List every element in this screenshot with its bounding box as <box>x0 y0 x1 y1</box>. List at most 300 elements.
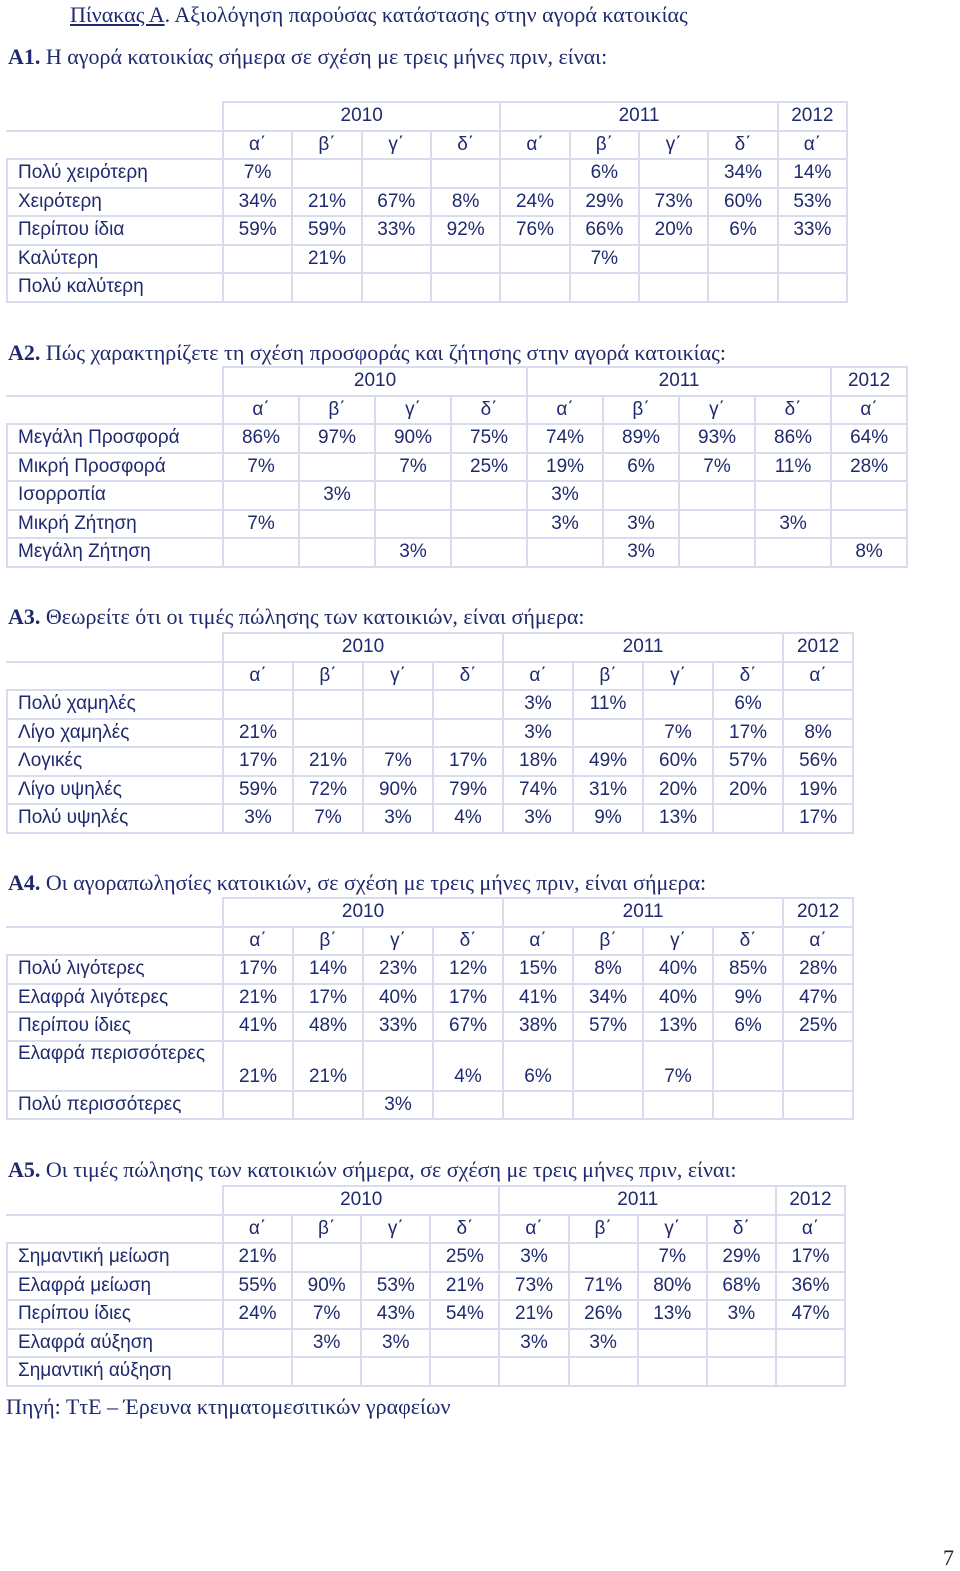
value-cell <box>223 245 292 274</box>
value-cell: 79% <box>433 776 503 805</box>
value-cell <box>451 538 527 567</box>
table-row <box>7 510 907 539</box>
quarter-header: β΄ <box>293 662 363 691</box>
value-cell <box>778 245 847 274</box>
value-cell: 76% <box>500 216 569 245</box>
value-cell: 73% <box>499 1272 568 1301</box>
value-cell: 74% <box>527 424 603 453</box>
value-cell: 14% <box>778 159 847 188</box>
row-label: Σημαντική μείωση <box>7 1243 223 1272</box>
value-cell: 7% <box>363 747 433 776</box>
year-header: 2011 <box>503 633 783 662</box>
value-cell: 7% <box>570 245 639 274</box>
value-cell: 36% <box>776 1272 845 1301</box>
value-cell: 17% <box>713 719 783 748</box>
value-cell: 89% <box>603 424 679 453</box>
value-cell <box>293 719 363 748</box>
value-cell <box>570 273 639 302</box>
row-label: Ελαφρά μείωση <box>7 1272 223 1301</box>
value-cell: 6% <box>503 1041 573 1091</box>
value-cell: 19% <box>783 776 853 805</box>
question-title-a4: Α4. Οι αγοραπωλησίες κατοικιών, σε σχέση με τρεις μήνες πριν, είναι σήμερα: <box>8 870 707 895</box>
value-cell: 54% <box>430 1300 499 1329</box>
value-cell: 3% <box>503 690 573 719</box>
value-cell <box>776 1357 845 1386</box>
value-cell: 6% <box>713 690 783 719</box>
value-cell: 49% <box>573 747 643 776</box>
value-cell: 86% <box>755 424 831 453</box>
year-header-row <box>7 1186 845 1215</box>
value-cell: 4% <box>433 804 503 833</box>
value-cell: 20% <box>643 776 713 805</box>
question-title-a1: Α1. Η αγορά κατοικίας σήμερα σε σχέση με τρεις μήνες πριν, είναι: <box>8 44 608 69</box>
table-row <box>7 1272 845 1301</box>
value-cell <box>375 481 451 510</box>
value-cell <box>451 510 527 539</box>
quarter-header: δ΄ <box>433 927 503 956</box>
value-cell <box>503 1091 573 1120</box>
value-cell: 20% <box>713 776 783 805</box>
quarter-header: δ΄ <box>713 662 783 691</box>
value-cell <box>527 538 603 567</box>
page-title-text: . Αξιολόγηση παρούσας κατάστασης στην αγορά κατοικίας <box>164 2 688 27</box>
value-cell <box>783 690 853 719</box>
value-cell: 7% <box>375 453 451 482</box>
value-cell: 28% <box>783 955 853 984</box>
value-cell: 7% <box>643 719 713 748</box>
table-row <box>7 159 847 188</box>
year-header: 2010 <box>223 1186 499 1215</box>
value-cell: 86% <box>223 424 299 453</box>
value-cell <box>223 1357 292 1386</box>
value-cell <box>430 1329 499 1358</box>
value-cell: 14% <box>293 955 363 984</box>
corner-cell <box>7 1215 223 1244</box>
row-label: Μεγάλη Προσφορά <box>7 424 223 453</box>
corner-cell <box>7 927 223 956</box>
value-cell: 97% <box>299 424 375 453</box>
corner-cell <box>7 898 223 927</box>
quarter-header: α΄ <box>783 662 853 691</box>
value-cell: 21% <box>223 1243 292 1272</box>
value-cell: 17% <box>783 804 853 833</box>
value-cell: 80% <box>638 1272 707 1301</box>
question-title-a5: Α5. Οι τιμές πώλησης των κατοικιών σήμερα, σε σχέση με τρεις μήνες πριν, είναι: <box>8 1157 737 1182</box>
year-header: 2012 <box>783 633 853 662</box>
year-header-row <box>7 633 853 662</box>
quarter-header: α΄ <box>527 396 603 425</box>
value-cell: 8% <box>783 719 853 748</box>
value-cell: 3% <box>707 1300 776 1329</box>
page-title-label: Πίνακας Α <box>70 2 165 27</box>
value-cell <box>603 481 679 510</box>
value-cell: 17% <box>293 984 363 1013</box>
value-cell: 3% <box>499 1329 568 1358</box>
value-cell: 55% <box>223 1272 292 1301</box>
quarter-header: α΄ <box>778 131 847 160</box>
value-cell: 25% <box>783 1012 853 1041</box>
value-cell: 31% <box>573 776 643 805</box>
year-header-row <box>7 102 847 131</box>
quarter-header: γ΄ <box>638 1215 707 1244</box>
row-label: Περίπου ίδια <box>7 216 223 245</box>
quarter-header-row <box>7 1215 845 1244</box>
value-cell <box>713 1041 783 1091</box>
row-label: Πολύ υψηλές <box>7 804 223 833</box>
quarter-header: γ΄ <box>361 1215 430 1244</box>
value-cell <box>778 273 847 302</box>
row-label: Ελαφρά λιγότερες <box>7 984 223 1013</box>
value-cell: 53% <box>361 1272 430 1301</box>
value-cell <box>433 1091 503 1120</box>
value-cell: 13% <box>643 1012 713 1041</box>
value-cell <box>569 1243 638 1272</box>
value-cell <box>362 273 431 302</box>
value-cell: 17% <box>776 1243 845 1272</box>
value-cell: 3% <box>603 510 679 539</box>
quarter-header: α΄ <box>499 1215 568 1244</box>
table-row <box>7 245 847 274</box>
value-cell: 7% <box>638 1243 707 1272</box>
value-cell <box>713 804 783 833</box>
row-label: Περίπου ίδιες <box>7 1012 223 1041</box>
value-cell <box>362 159 431 188</box>
value-cell: 8% <box>831 538 907 567</box>
value-cell <box>783 1091 853 1120</box>
year-header: 2010 <box>223 898 503 927</box>
value-cell <box>639 159 708 188</box>
value-cell: 21% <box>293 747 363 776</box>
value-cell <box>755 538 831 567</box>
table-row <box>7 1041 853 1091</box>
table-row <box>7 1329 845 1358</box>
value-cell <box>223 273 292 302</box>
value-cell: 3% <box>363 804 433 833</box>
question-title-a2: Α2. Πώς χαρακτηρίζετε τη σχέση προσφοράς και ζήτησης στην αγορά κατοικίας: <box>8 340 726 365</box>
value-cell: 13% <box>638 1300 707 1329</box>
year-header: 2012 <box>776 1186 845 1215</box>
year-header: 2012 <box>783 898 853 927</box>
row-label: Πολύ χειρότερη <box>7 159 223 188</box>
row-label: Πολύ χαμηλές <box>7 690 223 719</box>
value-cell <box>363 1041 433 1091</box>
quarter-header: β΄ <box>292 131 361 160</box>
value-cell <box>451 481 527 510</box>
row-label: Λογικές <box>7 747 223 776</box>
value-cell <box>499 1357 568 1386</box>
value-cell: 33% <box>778 216 847 245</box>
value-cell: 25% <box>451 453 527 482</box>
value-cell: 40% <box>643 984 713 1013</box>
value-cell: 25% <box>430 1243 499 1272</box>
quarter-header: α΄ <box>223 396 299 425</box>
table-row <box>7 453 907 482</box>
value-cell <box>363 719 433 748</box>
value-cell <box>500 159 569 188</box>
value-cell <box>755 481 831 510</box>
corner-cell <box>7 662 223 691</box>
quarter-header: γ΄ <box>643 662 713 691</box>
value-cell: 7% <box>293 804 363 833</box>
value-cell: 9% <box>713 984 783 1013</box>
value-cell: 40% <box>363 984 433 1013</box>
row-label: Ελαφρά αύξηση <box>7 1329 223 1358</box>
quarter-header: γ΄ <box>363 927 433 956</box>
corner-cell <box>7 131 223 160</box>
table-row <box>7 984 853 1013</box>
value-cell: 26% <box>569 1300 638 1329</box>
table-row <box>7 804 853 833</box>
value-cell <box>361 1357 430 1386</box>
value-cell: 93% <box>679 424 755 453</box>
value-cell <box>431 159 500 188</box>
page-title <box>70 2 688 28</box>
quarter-header: γ΄ <box>679 396 755 425</box>
quarter-header: β΄ <box>573 662 643 691</box>
value-cell: 3% <box>299 481 375 510</box>
quarter-header: δ΄ <box>431 131 500 160</box>
value-cell <box>362 245 431 274</box>
table-row <box>7 955 853 984</box>
row-label: Σημαντική αύξηση <box>7 1357 223 1386</box>
value-cell: 67% <box>362 188 431 217</box>
value-cell: 19% <box>527 453 603 482</box>
value-cell <box>431 273 500 302</box>
row-label: Πολύ λιγότερες <box>7 955 223 984</box>
value-cell: 85% <box>713 955 783 984</box>
corner-cell <box>7 102 223 131</box>
value-cell: 57% <box>573 1012 643 1041</box>
value-cell: 56% <box>783 747 853 776</box>
value-cell: 6% <box>603 453 679 482</box>
value-cell: 60% <box>708 188 777 217</box>
quarter-header: α΄ <box>223 662 293 691</box>
table-row <box>7 538 907 567</box>
quarter-header: α΄ <box>503 927 573 956</box>
year-header: 2011 <box>503 898 783 927</box>
value-cell: 64% <box>831 424 907 453</box>
value-cell <box>708 245 777 274</box>
table-row <box>7 481 907 510</box>
value-cell <box>293 690 363 719</box>
value-cell: 3% <box>755 510 831 539</box>
value-cell <box>299 453 375 482</box>
value-cell: 3% <box>503 804 573 833</box>
value-cell: 17% <box>433 747 503 776</box>
quarter-header: α΄ <box>831 396 907 425</box>
value-cell <box>638 1357 707 1386</box>
quarter-header: α΄ <box>223 1215 292 1244</box>
value-cell: 9% <box>573 804 643 833</box>
value-cell: 7% <box>643 1041 713 1091</box>
value-cell: 48% <box>293 1012 363 1041</box>
value-cell <box>433 719 503 748</box>
value-cell: 33% <box>363 1012 433 1041</box>
value-cell <box>223 690 293 719</box>
value-cell <box>299 510 375 539</box>
quarter-header: δ΄ <box>430 1215 499 1244</box>
value-cell <box>639 273 708 302</box>
value-cell: 21% <box>292 245 361 274</box>
quarter-header: δ΄ <box>713 927 783 956</box>
table-row <box>7 1091 853 1120</box>
quarter-header: β΄ <box>292 1215 361 1244</box>
value-cell <box>223 1329 292 1358</box>
value-cell: 17% <box>223 747 293 776</box>
value-cell: 73% <box>639 188 708 217</box>
table-row <box>7 1300 845 1329</box>
source-note: Πηγή: ΤτΕ – Έρευνα κτηματομεσιτικών γραφείων <box>6 1394 451 1419</box>
quarter-header-row <box>7 662 853 691</box>
value-cell <box>433 690 503 719</box>
value-cell: 21% <box>223 719 293 748</box>
page-number: 7 <box>943 1545 954 1570</box>
quarter-header: β΄ <box>570 131 639 160</box>
value-cell <box>776 1329 845 1358</box>
value-cell: 7% <box>292 1300 361 1329</box>
value-cell <box>708 273 777 302</box>
value-cell: 74% <box>503 776 573 805</box>
question-title-a3: Α3. Θεωρείτε ότι οι τιμές πώλησης των κατοικιών, είναι σήμερα: <box>8 604 585 629</box>
table-row <box>7 273 847 302</box>
value-cell: 71% <box>569 1272 638 1301</box>
value-cell: 40% <box>643 955 713 984</box>
value-cell: 34% <box>708 159 777 188</box>
quarter-header: δ΄ <box>433 662 503 691</box>
year-header: 2012 <box>831 367 907 396</box>
row-label: Μικρή Προσφορά <box>7 453 223 482</box>
value-cell: 21% <box>293 1041 363 1091</box>
row-label: Ελαφρά περισσότερες <box>7 1041 223 1091</box>
value-cell <box>639 245 708 274</box>
value-cell: 3% <box>503 719 573 748</box>
quarter-header: β΄ <box>573 927 643 956</box>
value-cell: 23% <box>363 955 433 984</box>
value-cell: 24% <box>500 188 569 217</box>
table-row <box>7 776 853 805</box>
value-cell <box>643 690 713 719</box>
value-cell <box>500 245 569 274</box>
corner-cell <box>7 367 223 396</box>
row-label: Πολύ καλύτερη <box>7 273 223 302</box>
value-cell: 57% <box>713 747 783 776</box>
value-cell: 18% <box>503 747 573 776</box>
value-cell: 12% <box>433 955 503 984</box>
year-header: 2010 <box>223 633 503 662</box>
corner-cell <box>7 1186 223 1215</box>
value-cell <box>431 245 500 274</box>
value-cell: 6% <box>708 216 777 245</box>
table-row <box>7 424 907 453</box>
value-cell: 6% <box>570 159 639 188</box>
table-a4 <box>6 897 854 1120</box>
quarter-header: δ΄ <box>755 396 831 425</box>
value-cell: 59% <box>223 216 292 245</box>
value-cell: 72% <box>293 776 363 805</box>
row-label: Μικρή Ζήτηση <box>7 510 223 539</box>
value-cell <box>783 1041 853 1091</box>
value-cell: 21% <box>292 188 361 217</box>
value-cell <box>573 1041 643 1091</box>
value-cell <box>573 1091 643 1120</box>
quarter-header: β΄ <box>569 1215 638 1244</box>
value-cell: 8% <box>431 188 500 217</box>
value-cell <box>299 538 375 567</box>
table-a5 <box>6 1185 846 1387</box>
value-cell: 24% <box>223 1300 292 1329</box>
value-cell: 13% <box>643 804 713 833</box>
value-cell <box>638 1329 707 1358</box>
quarter-header: α΄ <box>776 1215 845 1244</box>
value-cell <box>361 1243 430 1272</box>
table-a3 <box>6 632 854 834</box>
value-cell <box>223 481 299 510</box>
corner-cell <box>7 396 223 425</box>
value-cell: 15% <box>503 955 573 984</box>
year-header: 2010 <box>223 367 527 396</box>
value-cell: 3% <box>375 538 451 567</box>
value-cell: 34% <box>573 984 643 1013</box>
quarter-header: γ΄ <box>375 396 451 425</box>
value-cell <box>292 273 361 302</box>
quarter-header: δ΄ <box>707 1215 776 1244</box>
year-header: 2011 <box>527 367 831 396</box>
quarter-header-row <box>7 927 853 956</box>
table-row <box>7 719 853 748</box>
value-cell: 59% <box>292 216 361 245</box>
quarter-header: γ΄ <box>363 662 433 691</box>
value-cell: 33% <box>362 216 431 245</box>
value-cell: 90% <box>292 1272 361 1301</box>
value-cell <box>679 538 755 567</box>
value-cell: 60% <box>643 747 713 776</box>
value-cell: 3% <box>223 804 293 833</box>
value-cell: 29% <box>707 1243 776 1272</box>
value-cell: 21% <box>223 1041 293 1091</box>
value-cell: 11% <box>755 453 831 482</box>
value-cell: 7% <box>223 453 299 482</box>
value-cell <box>292 159 361 188</box>
value-cell: 7% <box>223 159 292 188</box>
quarter-header-row <box>7 396 907 425</box>
value-cell: 47% <box>776 1300 845 1329</box>
table-row <box>7 1012 853 1041</box>
value-cell: 59% <box>223 776 293 805</box>
value-cell <box>500 273 569 302</box>
value-cell <box>363 690 433 719</box>
value-cell: 3% <box>361 1329 430 1358</box>
value-cell <box>707 1357 776 1386</box>
value-cell: 41% <box>223 1012 293 1041</box>
quarter-header: γ΄ <box>643 927 713 956</box>
value-cell: 75% <box>451 424 527 453</box>
table-a1 <box>6 101 848 303</box>
quarter-header: δ΄ <box>708 131 777 160</box>
value-cell <box>679 510 755 539</box>
table-row <box>7 188 847 217</box>
value-cell: 90% <box>363 776 433 805</box>
value-cell: 21% <box>430 1272 499 1301</box>
value-cell <box>831 481 907 510</box>
value-cell: 47% <box>783 984 853 1013</box>
value-cell <box>293 1091 363 1120</box>
value-cell: 21% <box>223 984 293 1013</box>
row-label: Πολύ περισσότερες <box>7 1091 223 1120</box>
value-cell <box>679 481 755 510</box>
value-cell <box>643 1091 713 1120</box>
value-cell: 3% <box>292 1329 361 1358</box>
quarter-header: β΄ <box>299 396 375 425</box>
